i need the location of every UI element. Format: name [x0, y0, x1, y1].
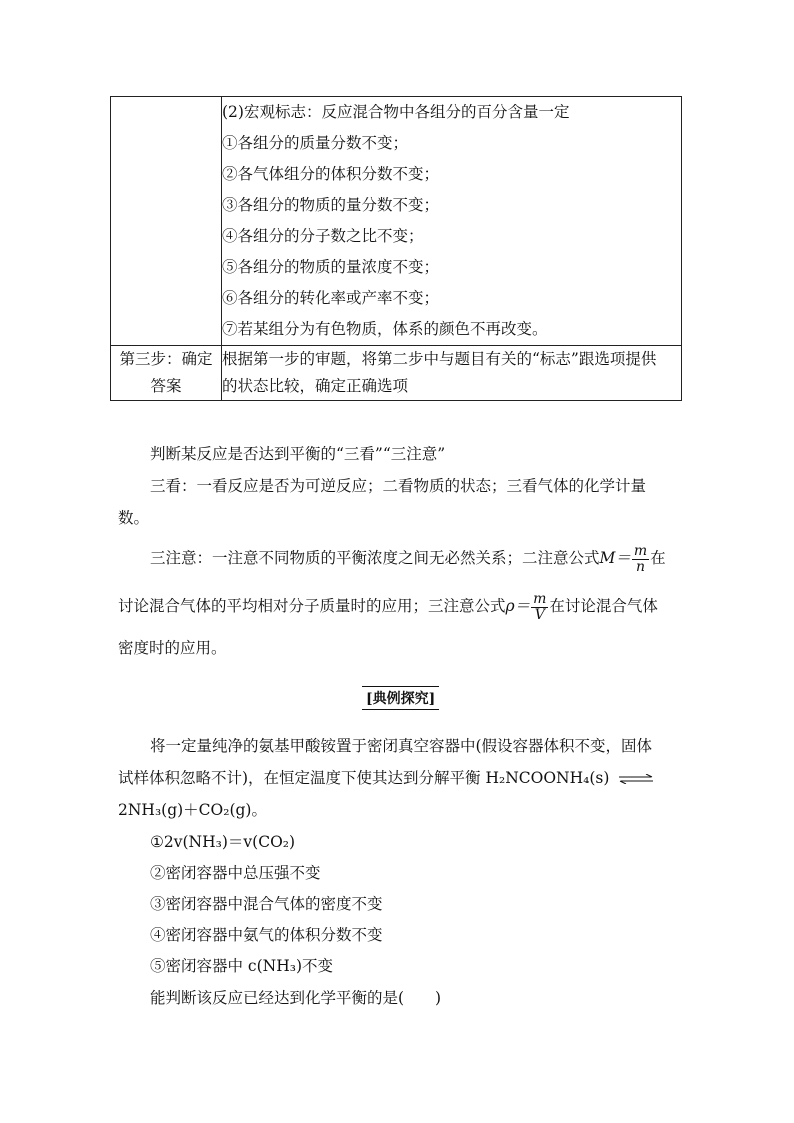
table-row	[111, 346, 682, 401]
formula-rho-fraction	[531, 592, 548, 623]
formula-rho-lhs: ρ＝	[505, 597, 531, 615]
step-three-text-line2: 的状态比较，确定正确选项	[222, 377, 409, 395]
list-item: ③各组分的物质的量分数不变；	[222, 196, 440, 214]
equilibrium-arrow-icon	[619, 774, 653, 784]
three-looks-line2: 数。	[118, 509, 150, 527]
notes-heading: 判断某反应是否达到平衡的“三看”“三注意”	[150, 445, 446, 463]
step-three-label	[111, 346, 222, 401]
list-item: ⑦若某组分为有色物质，体系的颜色不再改变。	[222, 320, 548, 338]
table-cell-empty	[111, 97, 222, 346]
attention-line3: 密度时的应用。	[118, 639, 227, 657]
list-item: ④各组分的分子数之比不变；	[222, 227, 424, 245]
formula-m-numerator: m	[633, 542, 648, 559]
formula-rho-denominator: V	[534, 606, 545, 623]
criteria-table	[110, 96, 682, 401]
example-stem-line1: 将一定量纯净的氨基甲酸铵置于密闭真空容器中(假设容器体积不变，固体	[150, 737, 653, 755]
formula-m-denominator: n	[636, 558, 646, 575]
three-looks-line1: 三看：一看反应是否为可逆反应；二看物质的状态；三看气体的化学计量	[150, 477, 647, 495]
list-item: ②各气体组分的体积分数不变；	[222, 165, 440, 183]
example-stem-line2	[118, 766, 653, 788]
table-cell-macro-criteria	[222, 97, 682, 346]
example-section-tag: [典例探究]	[362, 686, 439, 710]
question-text: 能判断该反应已经达到化学平衡的是( )	[150, 989, 442, 1007]
list-item: ⑥各组分的转化率或产率不变；	[222, 289, 440, 307]
formula-rho-numerator: m	[533, 590, 547, 607]
attention-text-2a: 讨论混合气体的平均相对分子质量时的应用；三注意公式	[118, 597, 506, 615]
step-three-label-line1: 第三步：确定	[119, 350, 213, 368]
attention-line1	[150, 538, 666, 578]
step-three-description	[222, 346, 682, 401]
macro-criteria-heading: (2)宏观标志：反应混合物中各组分的百分含量一定	[222, 103, 570, 121]
attention-line2	[118, 586, 658, 626]
formula-m-lhs: M＝	[599, 549, 631, 567]
option-item: ②密闭容器中总压强不变	[150, 864, 321, 882]
attention-text-1a: 三注意：一注意不同物质的平衡浓度之间无必然关系；二注意公式	[150, 549, 600, 567]
list-item: ⑤各组分的物质的量浓度不变；	[222, 258, 440, 276]
attention-text-2b: 在讨论混合气体	[549, 597, 658, 615]
table-row	[111, 97, 682, 346]
step-three-text-line1: 根据第一步的审题，将第二步中与题目有关的“标志”跟选项提供	[222, 350, 657, 368]
option-item: ④密闭容器中氨气的体积分数不变	[150, 926, 383, 944]
attention-text-1b: 在	[650, 549, 666, 567]
option-item: ③密闭容器中混合气体的密度不变	[150, 895, 383, 913]
example-stem-line3: 2NH₃(g)＋CO₂(g)。	[118, 801, 267, 819]
step-three-label-line2: 答案	[150, 377, 182, 395]
option-item: ⑤密闭容器中 c(NH₃)不变	[150, 957, 333, 975]
example-stem-text: 试样体积忽略不计)，在恒定温度下使其达到分解平衡 H₂NCOONH₄(s)	[118, 769, 610, 787]
list-item: ①各组分的质量分数不变；	[222, 134, 409, 152]
formula-m-fraction	[632, 544, 649, 575]
option-item: ①2v(NH₃)＝v(CO₂)	[150, 833, 296, 851]
